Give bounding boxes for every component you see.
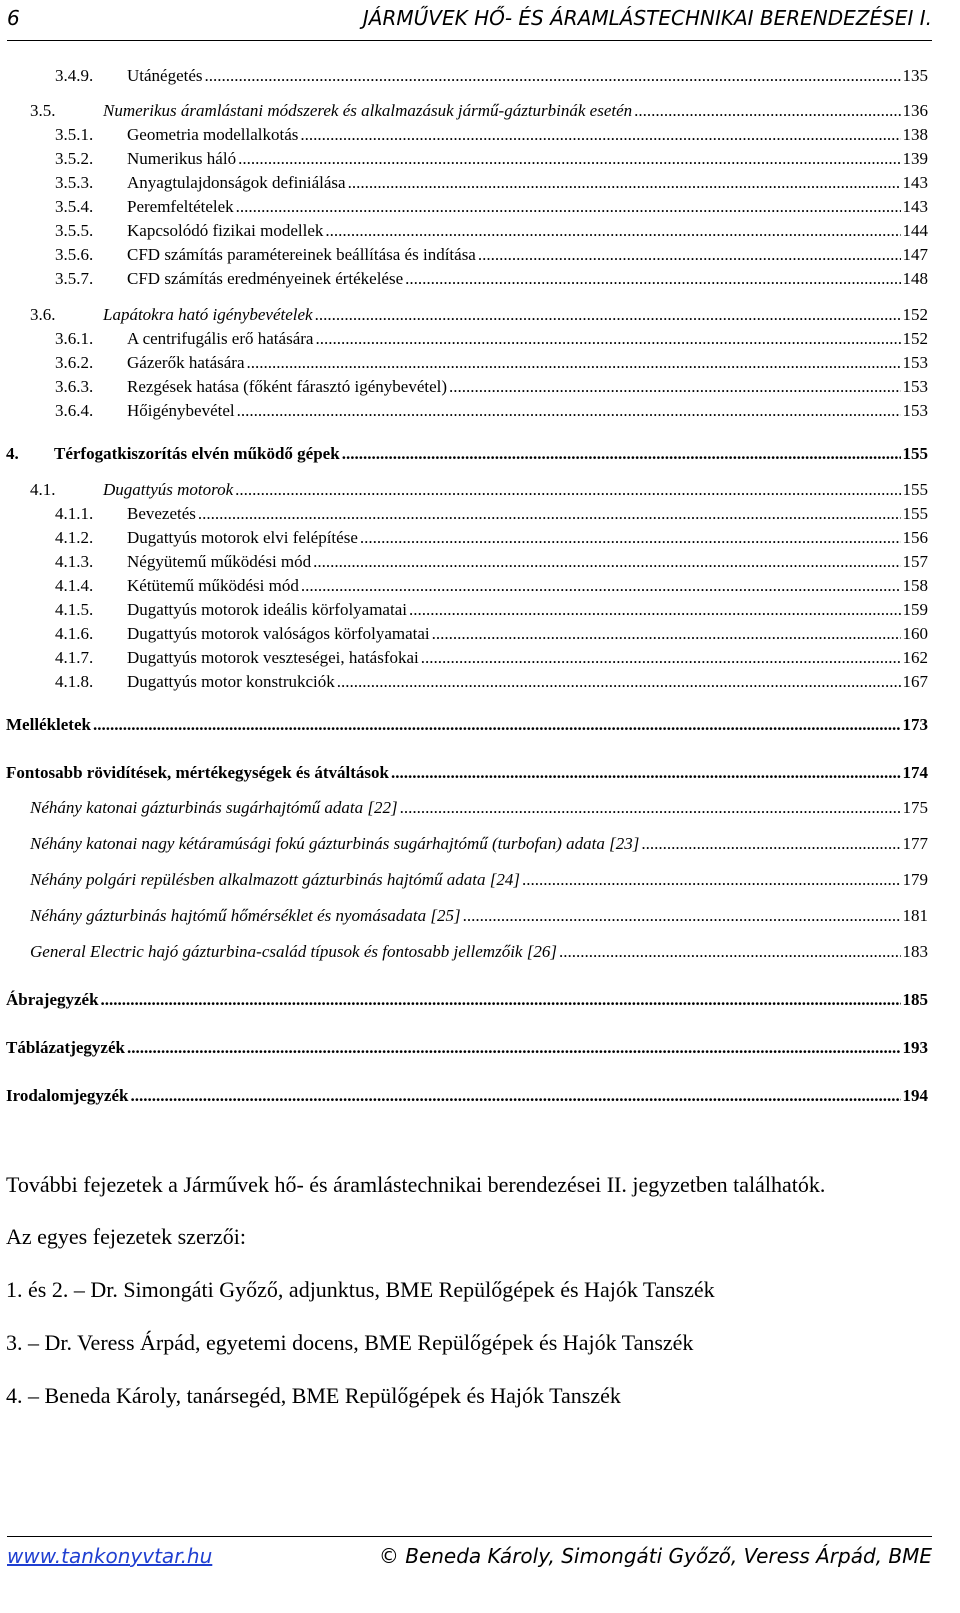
toc-leader	[235, 480, 900, 500]
toc-page: 157	[902, 552, 928, 571]
toc-entry[interactable]	[55, 66, 928, 86]
toc-leader	[93, 715, 901, 735]
toc-page: 155	[902, 480, 928, 499]
toc-title: Gázerők hatására	[127, 353, 245, 372]
toc-number: 4.1.2.	[55, 528, 94, 547]
toc-page: 179	[902, 870, 928, 889]
toc-entry[interactable]	[6, 990, 928, 1010]
toc-number: 3.5.4.	[55, 197, 94, 216]
toc-number: 3.6.1.	[55, 329, 94, 348]
toc-page: 177	[902, 834, 928, 853]
toc-number: 3.5.1.	[55, 125, 94, 144]
toc-entry[interactable]	[55, 504, 928, 524]
toc-entry[interactable]	[55, 173, 928, 193]
toc-page: 167	[902, 672, 928, 691]
website-link[interactable]: www.tankonyvtar.hu	[7, 1544, 213, 1568]
toc-title: Négyütemű működési mód	[127, 552, 312, 571]
toc-leader	[360, 528, 901, 548]
toc-title: Numerikus áramlástani módszerek és alkalmazásuk jármű-gázturbinák esetén	[103, 101, 633, 120]
toc-entry[interactable]	[6, 715, 928, 735]
toc-page: 174	[902, 763, 928, 782]
toc-title: Mellékletek	[6, 715, 91, 734]
running-title: JÁRMŰVEK HŐ- ÉS ÁRAMLÁSTECHNIKAI BERENDEZÉSEI I.	[362, 6, 932, 30]
toc-entry[interactable]	[55, 552, 928, 572]
toc-leader	[247, 353, 901, 373]
toc-number: 3.5.6.	[55, 245, 94, 264]
toc-title: Néhány katonai nagy kétáramúsági fokú gázturbinás sugárhajtómű (turbofan) adata [23]	[30, 834, 640, 853]
toc-page: 153	[902, 353, 928, 372]
toc-page: 136	[902, 101, 928, 120]
toc-page: 183	[902, 942, 928, 961]
toc-entry[interactable]	[55, 401, 928, 421]
toc-page: 194	[902, 1086, 928, 1105]
page-footer	[7, 1536, 932, 1577]
toc-entry[interactable]	[55, 528, 928, 548]
toc-number: 4.	[6, 444, 19, 463]
toc-title: Ábrajegyzék	[6, 990, 99, 1009]
toc-entry[interactable]	[55, 648, 928, 668]
toc-entry[interactable]	[55, 576, 928, 596]
toc-leader	[348, 173, 901, 193]
toc-number: 3.6.4.	[55, 401, 94, 420]
toc-title: Utánégetés	[127, 66, 203, 85]
toc-title: Lapátokra ható igénybevételek	[103, 305, 313, 324]
toc-page: 143	[902, 197, 928, 216]
toc-entry[interactable]	[30, 101, 928, 121]
toc-leader	[409, 600, 901, 620]
toc-title: Dugattyús motorok valóságos körfolyamatai	[127, 624, 430, 643]
toc-entry[interactable]	[30, 480, 928, 500]
toc-entry[interactable]	[55, 197, 928, 217]
toc-number: 3.5.7.	[55, 269, 94, 288]
author-line: 4. – Beneda Károly, tanársegéd, BME Repülőgépek és Hajók Tanszék	[6, 1383, 621, 1408]
toc-number: 4.1.1.	[55, 504, 94, 523]
toc-number: 3.5.2.	[55, 149, 94, 168]
toc-entry[interactable]	[6, 1038, 928, 1058]
page-number: 6	[7, 6, 20, 30]
toc-number: 4.1.4.	[55, 576, 94, 595]
page-header	[7, 4, 932, 41]
toc-title: Hőigénybevétel	[127, 401, 235, 420]
toc-page: 162	[902, 648, 928, 667]
toc-entry[interactable]	[30, 305, 928, 325]
toc-leader	[301, 576, 901, 596]
toc-page: 153	[902, 401, 928, 420]
toc-number: 4.1.7.	[55, 648, 94, 667]
toc-leader	[522, 870, 900, 890]
toc-number: 3.6.	[30, 305, 56, 324]
toc-leader	[236, 197, 901, 217]
toc-leader	[237, 401, 901, 421]
toc-title: Geometria modellalkotás	[127, 125, 299, 144]
toc-page: 159	[902, 600, 928, 619]
toc-title: Bevezetés	[127, 504, 196, 523]
toc-title: Irodalomjegyzék	[6, 1086, 129, 1105]
toc-number: 4.1.	[30, 480, 56, 499]
toc-number: 4.1.5.	[55, 600, 94, 619]
toc-leader	[400, 798, 901, 818]
toc-entry[interactable]	[55, 624, 928, 644]
toc-leader	[463, 906, 901, 926]
toc-page: 139	[902, 149, 928, 168]
toc-leader	[127, 1038, 901, 1058]
toc-title: Dugattyús motorok	[103, 480, 234, 499]
toc-entry[interactable]	[55, 221, 928, 241]
further-chapters-note: További fejezetek a Járművek hő- és áramlástechnikai berendezései II. jegyzetben találhatók.	[6, 1172, 826, 1197]
toc-title: A centrifugális erő hatására	[127, 329, 314, 348]
toc-entry[interactable]	[55, 600, 928, 620]
toc-page: 152	[902, 329, 928, 348]
toc-leader	[300, 125, 900, 145]
toc-entry[interactable]	[6, 1086, 928, 1106]
copyright-notice: © Beneda Károly, Simongáti Győző, Veress Árpád, BME	[378, 1544, 932, 1568]
toc-page: 147	[902, 245, 928, 264]
toc-leader	[634, 101, 900, 121]
toc-title: Kétütemű működési mód	[127, 576, 299, 595]
toc-leader	[342, 444, 901, 464]
toc-leader	[198, 504, 901, 524]
toc-number: 3.5.3.	[55, 173, 94, 192]
toc-leader	[405, 269, 900, 289]
toc-entry[interactable]	[30, 870, 928, 890]
toc-page: 160	[902, 624, 928, 643]
authors-heading: Az egyes fejezetek szerzői:	[6, 1224, 247, 1249]
toc-leader	[315, 305, 901, 325]
toc-number: 3.5.	[30, 101, 56, 120]
toc-title: Rezgések hatása (főként fárasztó igénybevétel)	[127, 377, 448, 396]
toc-leader	[337, 672, 901, 692]
toc-leader	[238, 149, 900, 169]
toc-leader	[432, 624, 901, 644]
toc-entry[interactable]	[55, 269, 928, 289]
toc-title: Néhány polgári repülésben alkalmazott gázturbinás hajtómű adata [24]	[30, 870, 521, 889]
toc-title: Térfogatkiszorítás elvén működő gépek	[54, 444, 340, 463]
toc-leader	[391, 763, 901, 783]
author-line: 1. és 2. – Dr. Simongáti Győző, adjunktus, BME Repülőgépek és Hajók Tanszék	[6, 1277, 715, 1302]
toc-leader	[641, 834, 900, 854]
toc-title: Numerikus háló	[127, 149, 237, 168]
toc-number: 3.4.9.	[55, 66, 94, 85]
toc-title: Dugattyús motorok ideális körfolyamatai	[127, 600, 407, 619]
toc-number: 3.5.5.	[55, 221, 94, 240]
toc-number: 4.1.8.	[55, 672, 94, 691]
toc-title: Anyagtulajdonságok definiálása	[127, 173, 346, 192]
toc-title: CFD számítás eredményeinek értékelése	[127, 269, 404, 288]
toc-page: 175	[902, 798, 928, 817]
toc-title: Dugattyús motorok veszteségei, hatásfokai	[127, 648, 419, 667]
toc-entry[interactable]	[6, 763, 928, 783]
toc-page: 148	[902, 269, 928, 288]
toc-entry[interactable]	[55, 125, 928, 145]
toc-page: 135	[902, 66, 928, 85]
toc-title: Néhány gázturbinás hajtómű hőmérséklet és nyomásadata [25]	[30, 906, 461, 925]
toc-title: Dugattyús motor konstrukciók	[127, 672, 335, 691]
toc-leader	[478, 245, 901, 265]
toc-title: Peremfeltételek	[127, 197, 234, 216]
toc-page: 156	[902, 528, 928, 547]
toc-number: 4.1.6.	[55, 624, 94, 643]
toc-page: 144	[902, 221, 928, 240]
toc-page: 155	[902, 444, 928, 463]
toc-entry[interactable]	[30, 906, 928, 926]
toc-entry[interactable]	[6, 444, 928, 464]
toc-page: 152	[902, 305, 928, 324]
toc-number: 3.6.3.	[55, 377, 94, 396]
toc-leader	[421, 648, 901, 668]
toc-page: 181	[902, 906, 928, 925]
toc-page: 193	[902, 1038, 928, 1057]
toc-entry[interactable]	[30, 942, 928, 962]
author-line: 3. – Dr. Veress Árpád, egyetemi docens, BME Repülőgépek és Hajók Tanszék	[6, 1330, 694, 1355]
toc-leader	[130, 1086, 900, 1106]
toc-title: Néhány katonai gázturbinás sugárhajtómű adata [22]	[30, 798, 398, 817]
toc-entry[interactable]	[30, 798, 928, 818]
toc-title: General Electric hajó gázturbina-család típusok és fontosabb jellemzőik [26]	[30, 942, 557, 961]
toc-page: 185	[902, 990, 928, 1009]
toc-entry[interactable]	[55, 353, 928, 373]
toc-leader	[315, 329, 900, 349]
toc-page: 173	[902, 715, 928, 734]
toc-entry[interactable]	[30, 834, 928, 854]
toc-title: Kapcsolódó fizikai modellek	[127, 221, 324, 240]
toc-entry[interactable]	[55, 245, 928, 265]
toc-entry[interactable]	[55, 149, 928, 169]
toc-number: 4.1.3.	[55, 552, 94, 571]
toc-page: 143	[902, 173, 928, 192]
toc-page: 155	[902, 504, 928, 523]
toc-leader	[101, 990, 901, 1010]
toc-number: 3.6.2.	[55, 353, 94, 372]
toc-page: 153	[902, 377, 928, 396]
toc-title: CFD számítás paramétereinek beállítása és indítása	[127, 245, 476, 264]
toc-title: Dugattyús motorok elvi felépítése	[127, 528, 358, 547]
toc-entry[interactable]	[55, 672, 928, 692]
toc-title: Fontosabb rövidítések, mértékegységek és átváltások	[6, 763, 389, 782]
toc-leader	[313, 552, 900, 572]
toc-entry[interactable]	[55, 377, 928, 397]
toc-leader	[325, 221, 900, 241]
toc-leader	[449, 377, 900, 397]
toc-page: 158	[902, 576, 928, 595]
toc-leader	[559, 942, 901, 962]
toc-page: 138	[902, 125, 928, 144]
toc-entry[interactable]	[55, 329, 928, 349]
toc-leader	[205, 66, 901, 86]
toc-title: Táblázatjegyzék	[6, 1038, 125, 1057]
